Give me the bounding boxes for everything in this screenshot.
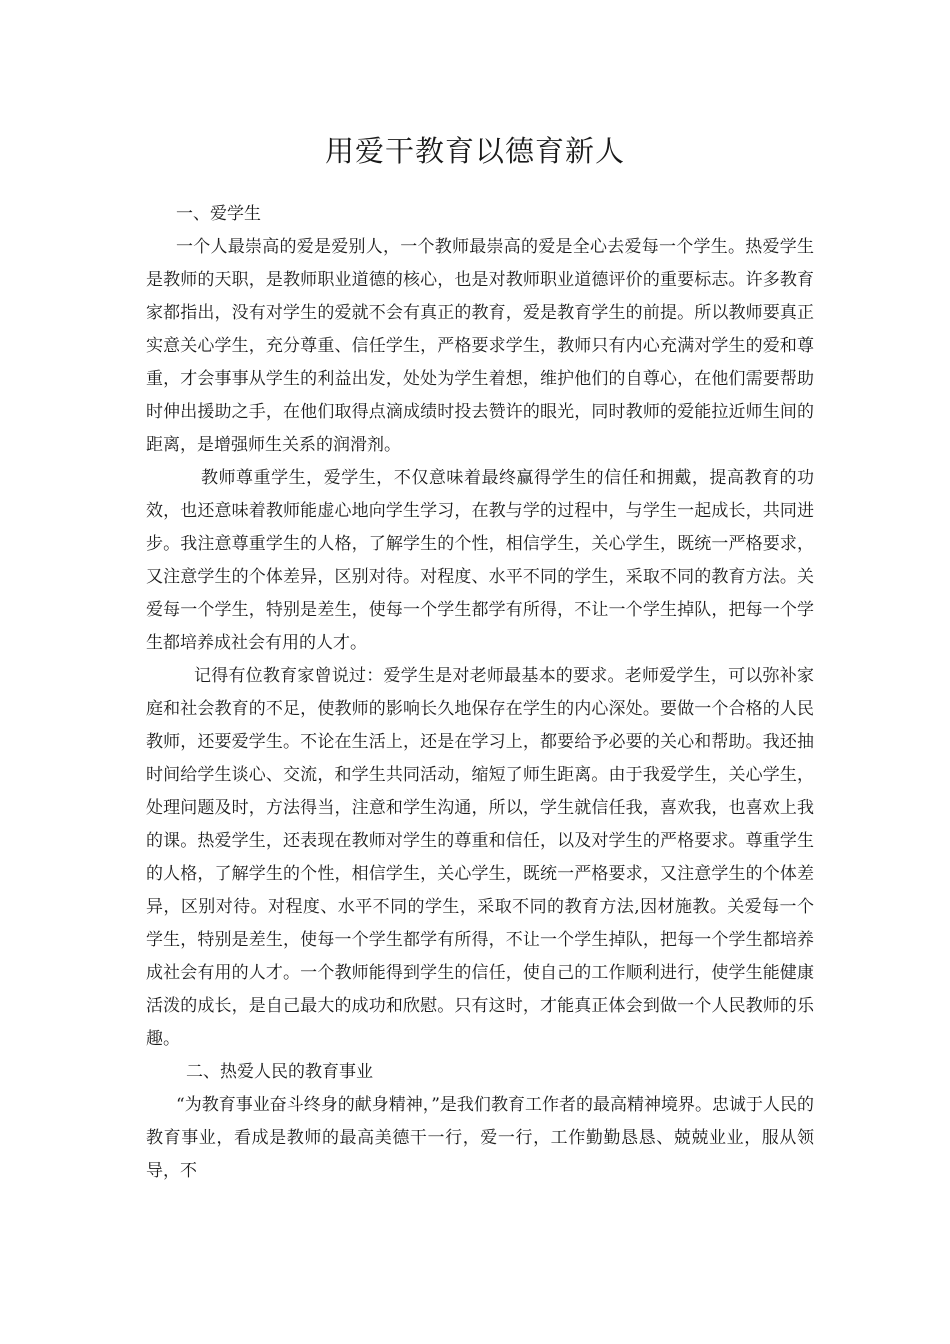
document-body — [146, 198, 814, 1188]
section-heading-love-education: 二、热爱人民的教育事业 — [186, 1062, 373, 1082]
paragraph: 教师尊重学生，爱学生，不仅意味着最终赢得学生的信任和拥戴，提高教育的功效，也还意味着教师能虚心地向学生学习，在教与学的过程中，与学生一起成长，共同进步。我注意尊重学生的人格，了解学生的个性，相信学生，关心学生，既统一严格要求，又注意学生的个体差异，区别对待。对程度、水平不同的学生，采取不同的教育方法。关爱每一个学生，特别是差生，使每一个学生都学有所得，不让一个学生掉队，把每一个学生都培养成社会有用的人才。 — [146, 468, 814, 653]
paragraph: “为教育事业奋斗终身的献身精神，”是我们教育工作者的最高精神境界。忠诚于人民的教育事业，看成是教师的最高美德干一行，爱一行，工作勤勤恳恳、兢兢业业，服从领导，不 — [146, 1095, 814, 1181]
paragraph: 一个人最崇高的爱是爱别人，一个教师最崇高的爱是全心去爱每一个学生。热爱学生是教师的天职，是教师职业道德的核心，也是对教师职业道德评价的重要标志。许多教育家都指出，没有对学生的爱就不会有真正的教育，爱是教育学生的前提。所以教师要真正实意关心学生，充分尊重、信任学生，严格要求学生，教师只有内心充满对学生的爱和尊重，才会事事从学生的利益出发，处处为学生着想，维护他们的自尊心，在他们需要帮助时伸出援助之手，在他们取得点滴成绩时投去赞许的眼光，同时教师的爱能拉近师生间的距离，是增强师生关系的润滑剂。 — [146, 237, 814, 455]
section-heading-love-students: 一、爱学生 — [176, 204, 261, 224]
paragraph: 记得有位教育家曾说过：爱学生是对老师最基本的要求。老师爱学生，可以弥补家庭和社会教育的不足，使教师的影响长久地保存在学生的内心深处。要做一个合格的人民教师，还要爱学生。不论在生活上，还是在学习上，都要给予必要的关心和帮助。我还抽时间给学生谈心、交流，和学生共同活动，缩短了师生距离。由于我爱学生，关心学生，处理问题及时，方法得当，注意和学生沟通，所以，学生就信任我，喜欢我，也喜欢上我的课。热爱学生，还表现在教师对学生的尊重和信任，以及对学生的严格要求。尊重学生的人格，了解学生的个性，相信学生，关心学生，既统一严格要求，又注意学生的个体差异，区别对待。对程度、水平不同的学生，采取不同的教育方法,因材施教。关爱每一个学生，特别是差生，使每一个学生都学有所得，不让一个学生掉队，把每一个学生都培养成社会有用的人才。一个教师能得到学生的信任，使自己的工作顺利进行，使学生能健康活泼的成长，是自己最大的成功和欣慰。只有这时，才能真正体会到做一个人民教师的乐趣。 — [146, 666, 814, 1049]
document-title: 用爱干教育以德育新人 — [324, 134, 625, 168]
